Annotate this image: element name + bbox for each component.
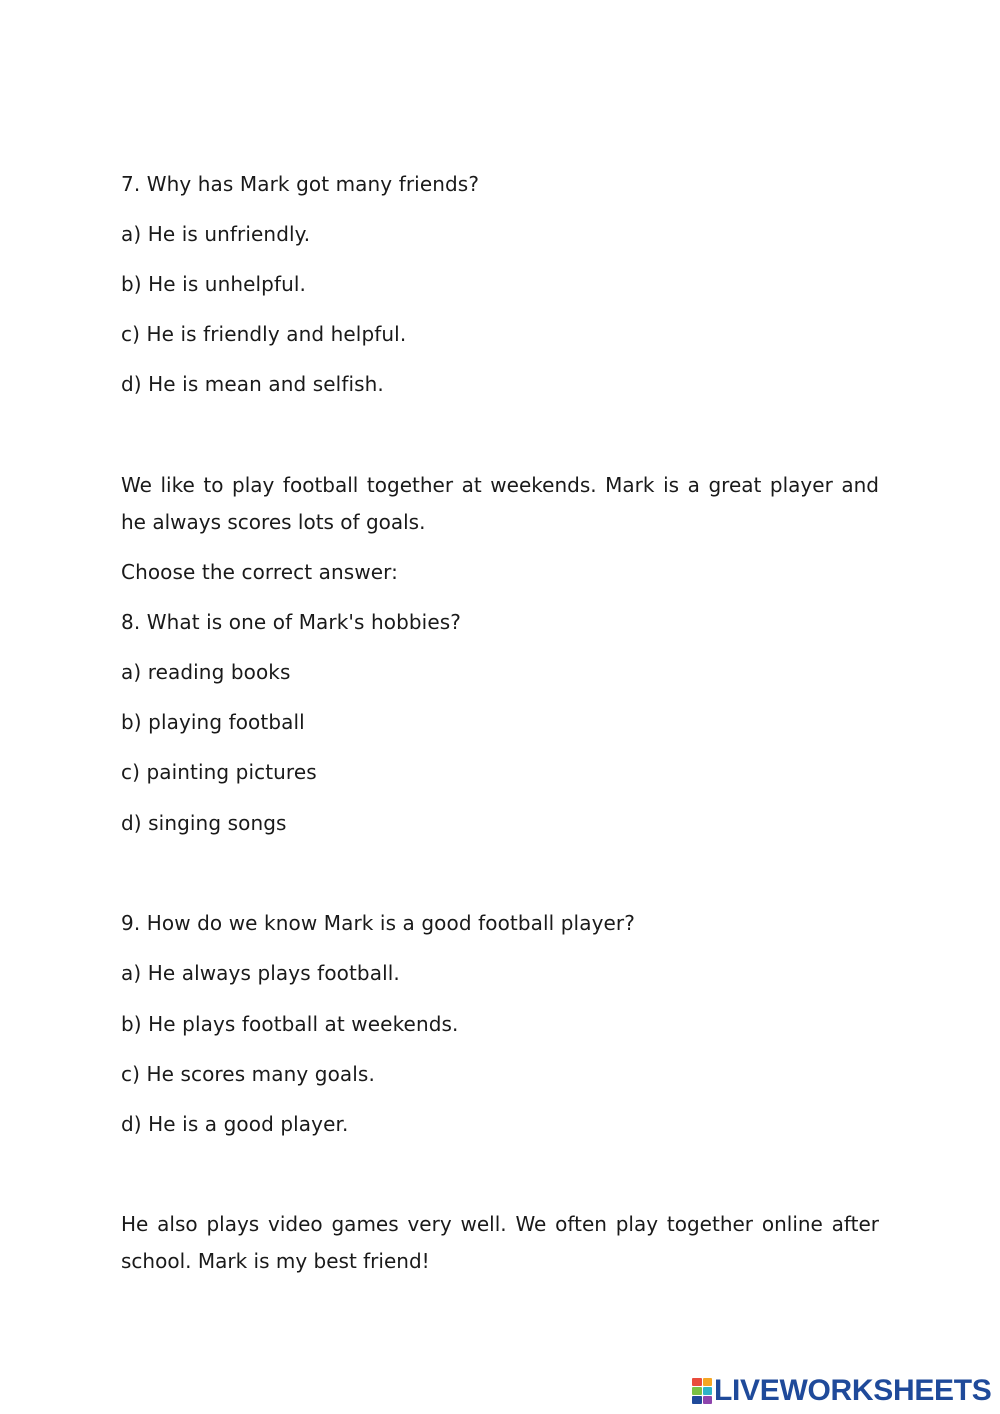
instruction-text: Choose the correct answer:	[121, 560, 398, 584]
q7-option-b[interactable]: b) He is unhelpful.	[121, 272, 307, 296]
logo-text: LIVEWORKSHEETS	[714, 1374, 992, 1407]
logo-mark-tile	[692, 1378, 702, 1386]
logo-mark-tile	[692, 1387, 702, 1395]
q7-option-d[interactable]: d) He is mean and selfish.	[121, 372, 384, 396]
q8-option-b[interactable]: b) playing football	[121, 710, 305, 734]
logo-mark-tile	[703, 1378, 713, 1386]
q9-option-c[interactable]: c) He scores many goals.	[121, 1062, 375, 1086]
q7-option-c[interactable]: c) He is friendly and helpful.	[121, 322, 407, 346]
logo-mark-tile	[703, 1387, 713, 1395]
q9-option-b[interactable]: b) He plays football at weekends.	[121, 1012, 459, 1036]
liveworksheets-logo	[692, 1374, 992, 1408]
passage-paragraph-3: He also plays video games very well. We often play together online after school. Mark is my best friend!	[121, 1212, 879, 1273]
logo-mark-tile	[692, 1396, 702, 1404]
q8-option-d[interactable]: d) singing songs	[121, 811, 287, 835]
question-9: 9. How do we know Mark is a good football player?	[121, 911, 635, 935]
question-8: 8. What is one of Mark's hobbies?	[121, 610, 461, 634]
q9-option-d[interactable]: d) He is a good player.	[121, 1112, 349, 1136]
q7-option-a[interactable]: a) He is unfriendly.	[121, 222, 311, 246]
question-7: 7. Why has Mark got many friends?	[121, 172, 480, 196]
q8-option-c[interactable]: c) painting pictures	[121, 760, 317, 784]
passage-paragraph-2: We like to play football together at weekends. Mark is a great player and he always scores lots of goals.	[121, 473, 879, 534]
q8-option-a[interactable]: a) reading books	[121, 660, 291, 684]
logo-mark-tile	[703, 1396, 713, 1404]
logo-mark-icon	[692, 1378, 712, 1404]
q9-option-a[interactable]: a) He always plays football.	[121, 961, 400, 985]
